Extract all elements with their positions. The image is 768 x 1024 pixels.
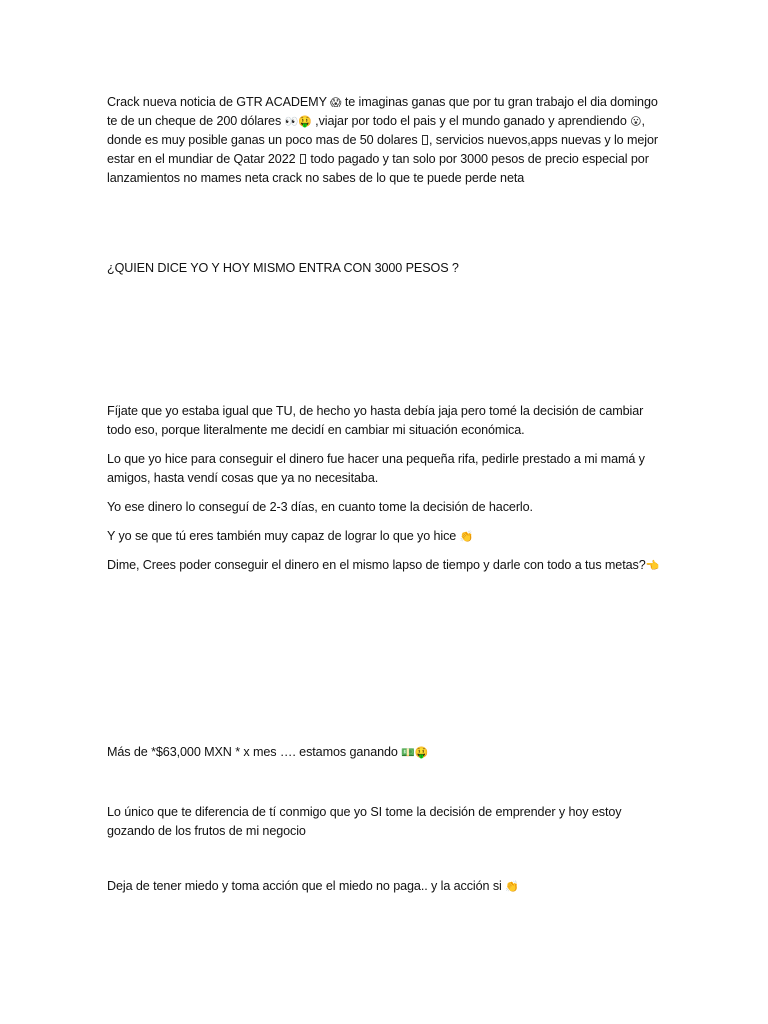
paragraph-mas-de-63000 [107, 743, 663, 762]
missing-glyph-icon [422, 135, 428, 145]
paragraph-deja-de-tener-miedo [107, 877, 663, 896]
astonished-face-icon: 😮 [630, 115, 642, 128]
text-segment: todo pagado y tan solo por 3000 pesos de precio especial por lanzamientos no mames neta crack no sabes de lo que te puede perde neta [107, 152, 649, 185]
paragraph-gtr-academy-news [107, 93, 663, 188]
clapping-hands-icon: 👏 [459, 530, 474, 543]
shocked-face-icon: 😱 [330, 96, 342, 109]
text-segment: , servicios nuevos,apps nuevas y lo mejor estar en el mundiar de Qatar 2022 [107, 133, 658, 166]
paragraph-lo-unico [107, 803, 663, 841]
text-segment: ,viajar por todo el pais y el mundo ganado y aprendiendo [311, 114, 631, 128]
paragraph-lo-que-yo-hice [107, 450, 663, 488]
paragraph-fijate [107, 402, 663, 440]
clapping-hands-icon: 👏 [505, 880, 519, 893]
paragraph-dime-crees [107, 556, 663, 575]
text-segment: Fíjate que yo estaba igual que TU, de hecho yo hasta debía jaja pero tomé la decisión de cambiar todo eso, porque literalmente me decidí en cambiar mi situación económica. [107, 404, 644, 437]
text-segment: Más de *$63,000 MXN * x mes …. estamos ganando [107, 745, 402, 759]
text-segment: te imaginas ganas que por tu gran trabajo el dia domingo te de un cheque de 200 dólares [107, 95, 658, 128]
paragraph-yo-ese-dinero [107, 498, 663, 517]
missing-glyph-icon [300, 154, 306, 164]
text-segment: Lo único que te diferencia de tí conmigo que yo SI tome la decisión de emprender y hoy estoy gozando de los frutos de mi negocio [107, 805, 622, 838]
text-segment: Deja de tener miedo y toma acción que el miedo no paga.. y la acción si [107, 879, 506, 893]
money-face-icon: 💵🤑 [401, 746, 429, 759]
text-segment: Y yo se que tú eres también muy capaz de lograr lo que yo hice [107, 529, 460, 543]
text-segment: Crack nueva noticia de GTR ACADEMY [107, 95, 331, 109]
paragraph-quien-dice-yo [107, 259, 663, 278]
text-segment: Dime, Crees poder conseguir el dinero en el mismo lapso de tiempo y darle con todo a tus metas? [107, 558, 646, 572]
text-segment: ¿QUIEN DICE YO Y HOY MISMO ENTRA CON 3000 PESOS ? [107, 261, 459, 275]
pointing-hand-icon: 👈 [645, 559, 660, 572]
text-segment: , donde es muy posible ganas un poco mas de 50 dolares [107, 114, 645, 147]
text-segment: Lo que yo hice para conseguir el dinero fue hacer una pequeña rifa, pedirle prestado a mi mamá y amigos, hasta vendí cosas que ya no necesitaba. [107, 452, 645, 485]
paragraph-tu-eres-capaz [107, 527, 663, 546]
eyes-money-face-icon: 👀🤑 [284, 115, 312, 128]
text-segment: Yo ese dinero lo conseguí de 2-3 días, en cuanto tome la decisión de hacerlo. [107, 500, 533, 514]
